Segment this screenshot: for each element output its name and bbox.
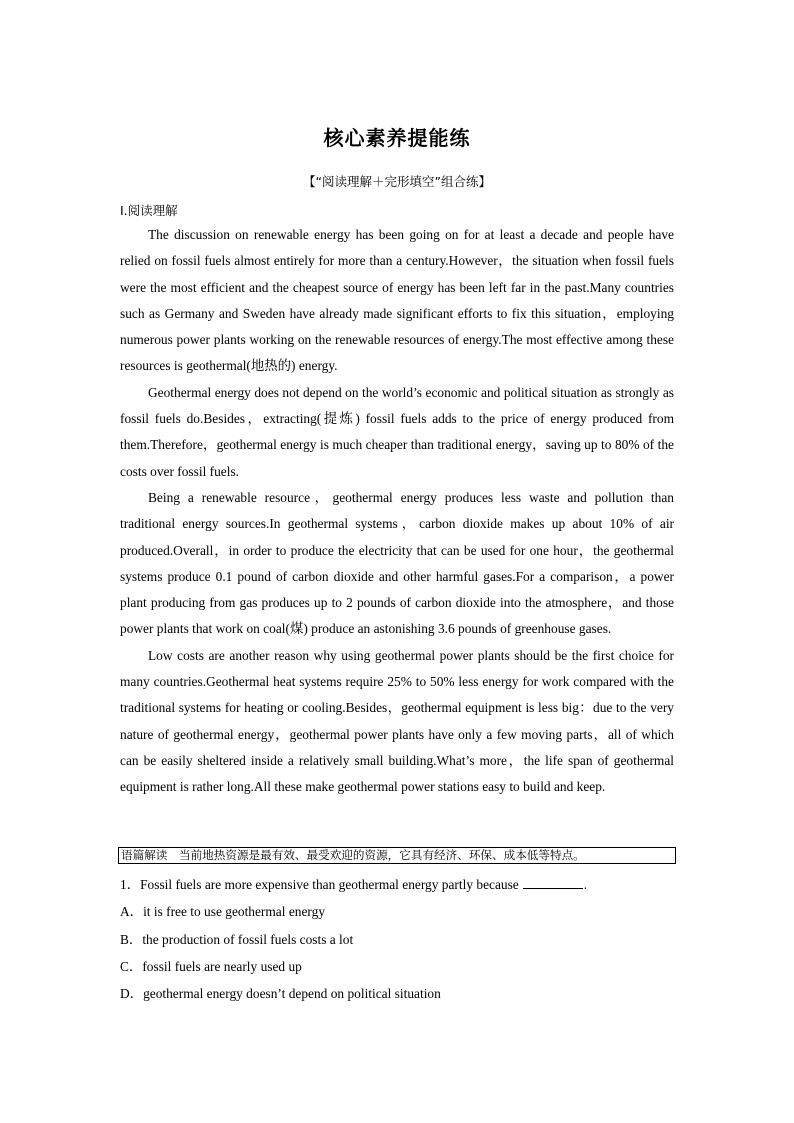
question-block bbox=[120, 871, 674, 1007]
question-end: . bbox=[583, 877, 588, 892]
passage-summary-box: 语篇解读 当前地热资源是最有效、最受欢迎的资源，它具有经济、环保、成本低等特点。 bbox=[118, 847, 676, 864]
passage-paragraph-4: Low costs are another reason why using geothermal power plants should be the first choice for many countries.Geothermal heat systems require 25% to 50% less energy for work compared with the traditional systems for heating or cooling.Besides，geothermal equipment is less big：due to the very nature of geothermal energy，geothermal power plants have only a few moving parts，all of which can be easily sheltered inside a relatively small building.What’s more，the life span of geothermal equipment is rather long.All these make geothermal power stations easy to build and keep. bbox=[120, 647, 674, 795]
option-a bbox=[120, 898, 674, 925]
option-letter: D． bbox=[120, 986, 144, 1002]
exercise-subtitle: 【“阅读理解＋完形填空”组合练】 bbox=[303, 174, 491, 189]
reading-passage bbox=[120, 222, 674, 801]
passage-paragraph-1: The discussion on renewable energy has been going on for at least a decade and people have relied on fossil fuels almost entirely for more than a century.However，the situation when fossil fuels were the most efficient and the cheapest source of energy has been left far in the past.Many countries such as Germany and Sweden have already made significant efforts to fix this situation，employing numerous power plants working on the renewable resources of energy.The most effective among these resources is geothermal(地热的) energy. bbox=[120, 227, 674, 374]
question-stem bbox=[120, 871, 674, 898]
passage-paragraph-3: Being a renewable resource，geothermal energy produces less waste and pollution than traditional energy sources.In geothermal systems，carbon dioxide makes up about 10% of air produced.Overall，in order to produce the electricity that can be used for one hour，the geothermal systems produce 0.1 pound of carbon dioxide and other harmful gases.For a comparison，a power plant producing from gas produces up to 2 pounds of carbon dioxide into the atmosphere，and those power plants that work on coal(煤) produce an astonishing 3.6 pounds of greenhouse gases. bbox=[120, 489, 674, 637]
option-letter: B． bbox=[120, 931, 143, 947]
option-d bbox=[120, 980, 674, 1007]
question-text: Fossil fuels are more expensive than geothermal energy partly because bbox=[140, 877, 519, 892]
option-letter: A． bbox=[120, 904, 144, 920]
section-label: Ⅰ.阅读理解 bbox=[120, 203, 178, 218]
option-letter: C． bbox=[120, 958, 143, 974]
option-b bbox=[120, 926, 674, 953]
option-text: fossil fuels are nearly used up bbox=[142, 958, 302, 974]
option-c bbox=[120, 953, 674, 980]
passage-paragraph-2: Geothermal energy does not depend on the world’s economic and political situation as strongly as fossil fuels do.Besides，extracting(提炼) fossil fuels adds to the price of energy produced from them.Therefore，geothermal energy is much cheaper than traditional energy，saving up to 80% of the costs over fossil fuels. bbox=[120, 384, 674, 479]
option-text: it is free to use geothermal energy bbox=[143, 904, 326, 920]
answer-blank bbox=[523, 877, 583, 889]
question-number: 1． bbox=[120, 877, 141, 892]
option-text: the production of fossil fuels costs a lot bbox=[142, 931, 354, 947]
option-text: geothermal energy doesn’t depend on political situation bbox=[143, 986, 441, 1002]
page-title: 核心素养提能练 bbox=[323, 126, 471, 150]
